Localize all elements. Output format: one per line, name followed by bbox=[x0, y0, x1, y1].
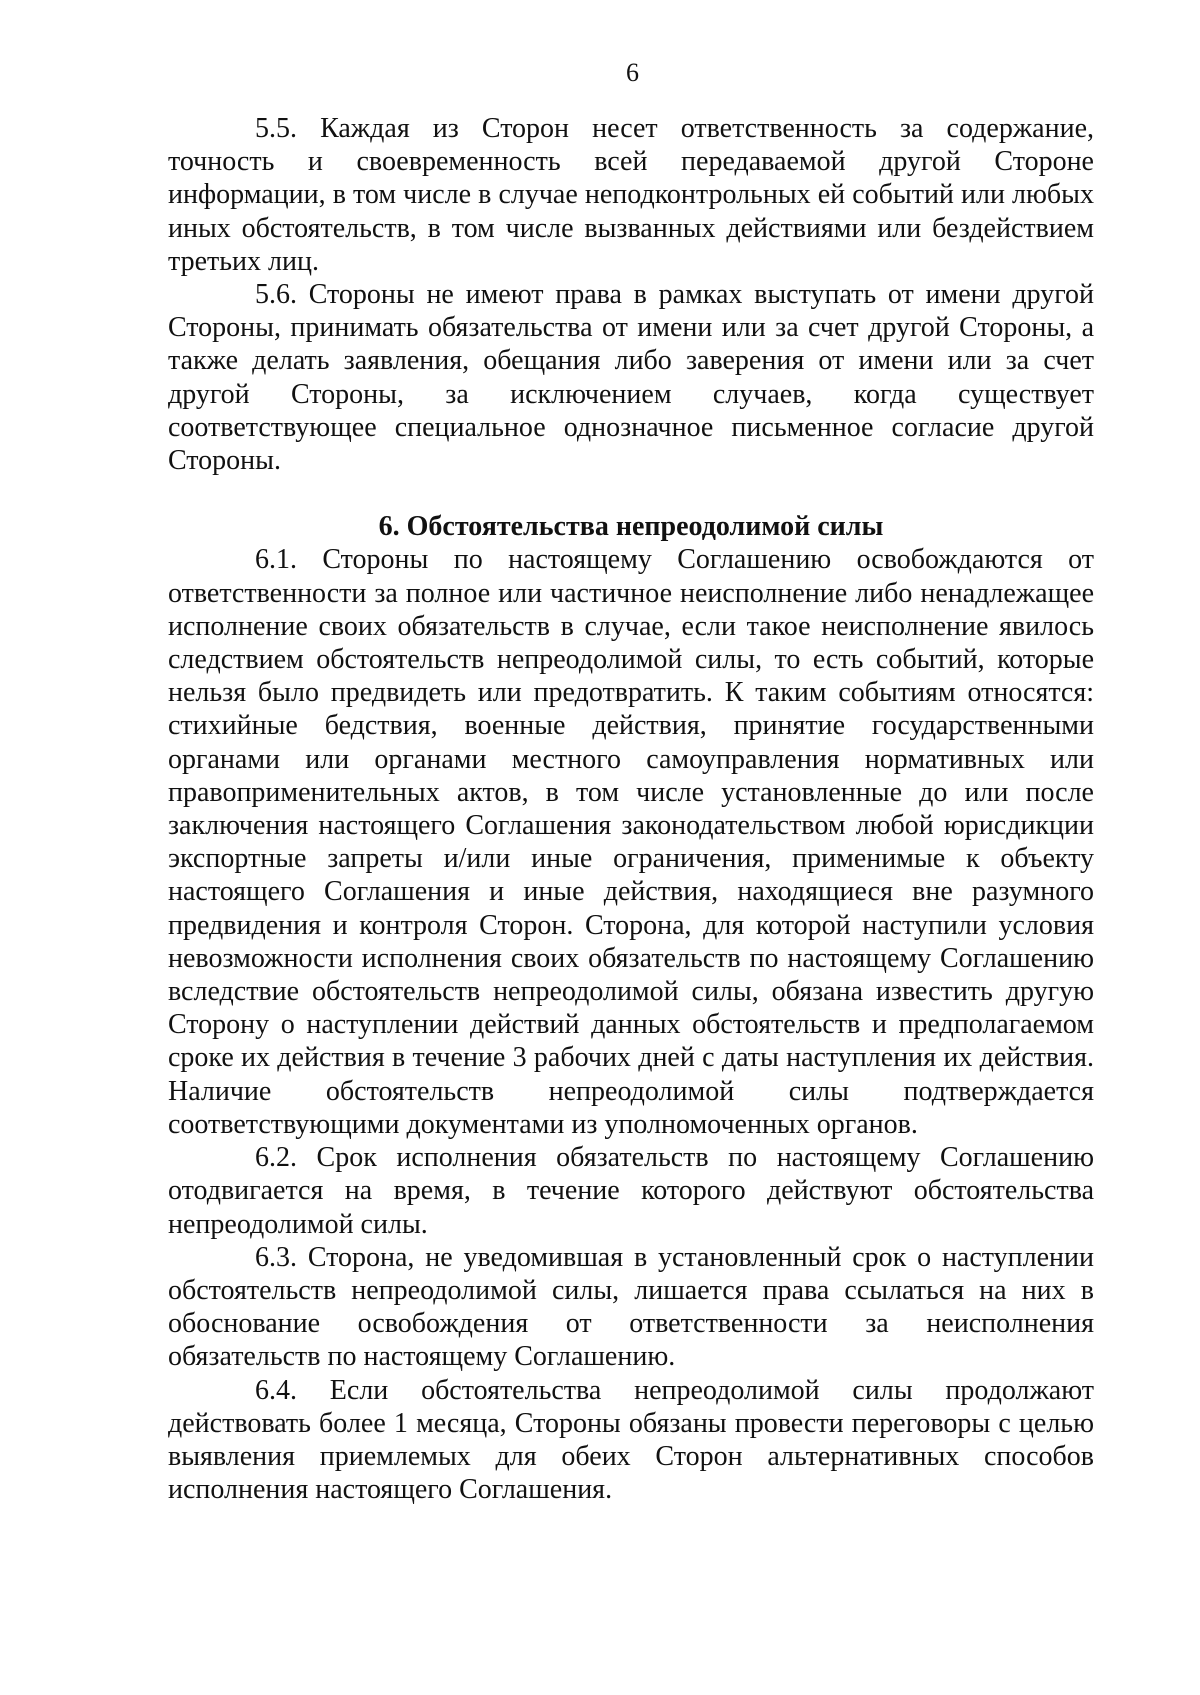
clause-5-6: 5.6. Стороны не имеют права в рамках выступать от имени другой Стороны, принимать обязательства от имени или за счет другой Стороны, а также делать заявления, обещания либо заверения от имени или за счет другой Стороны, за исключением случаев, когда существует соответствующее специальное однозначное письменное согласие другой Стороны. bbox=[168, 279, 1094, 477]
clause-6-4: 6.4. Если обстоятельства непреодолимой силы продолжают действовать более 1 месяца, Стороны обязаны провести переговоры с целью выявления приемлемых для обеих Сторон альтернативных способов исполнения настоящего Соглашения. bbox=[168, 1374, 1094, 1506]
clause-6-2: 6.2. Срок исполнения обязательств по настоящему Соглашению отодвигается на время, в течение которого действуют обстоятельства непреодолимой силы. bbox=[168, 1142, 1094, 1240]
clause-5-5: 5.5. Каждая из Сторон несет ответственность за содержание, точность и своевременность всей передаваемой другой Стороне информации, в том числе в случае неподконтрольных ей событий или любых иных обстоятельств, в том числе вызванных действиями или бездействием третьих лиц. bbox=[168, 113, 1094, 277]
document-body bbox=[168, 112, 1094, 1506]
clause-6-3: 6.3. Сторона, не уведомившая в установленный срок о наступлении обстоятельств непреодолимой силы, лишается права ссылаться на них в обоснование освобождения от ответственности за неисполнения обязательств по настоящему Соглашению. bbox=[168, 1241, 1094, 1373]
section-heading-force-majeure: 6. Обстоятельства непреодолимой силы bbox=[378, 511, 884, 543]
page-number: 6 bbox=[626, 58, 639, 87]
clause-6-1: 6.1. Стороны по настоящему Соглашению освобождаются от ответственности за полное или частичное неисполнение либо ненадлежащее исполнение своих обязательств в случае, если такое неисполнение явилось следствием обстоятельств непреодолимой силы, то есть событий, которые нельзя было предвидеть или предотвратить. К таким событиям относятся: стихийные бедствия, военные действия, принятие государственными органами или органами местного самоуправления нормативных или правоприменительных актов, в том числе установленные до или после заключения настоящего Соглашения законодательством любой юрисдикции экспортные запреты и/или иные ограничения, применимые к объекту настоящего Соглашения и иные действия, находящиеся вне разумного предвидения и контроля Сторон. Сторона, для которой наступили условия невозможности исполнения своих обязательств по настоящему Соглашению вследствие обстоятельств непреодолимой силы, обязана известить другую Сторону о наступлении действий данных обстоятельств и предполагаемом сроке их действия в течение 3 рабочих дней с даты наступления их действия. Наличие обстоятельств непреодолимой силы подтверждается соответствующими документами из уполномоченных органов. bbox=[168, 544, 1094, 1140]
